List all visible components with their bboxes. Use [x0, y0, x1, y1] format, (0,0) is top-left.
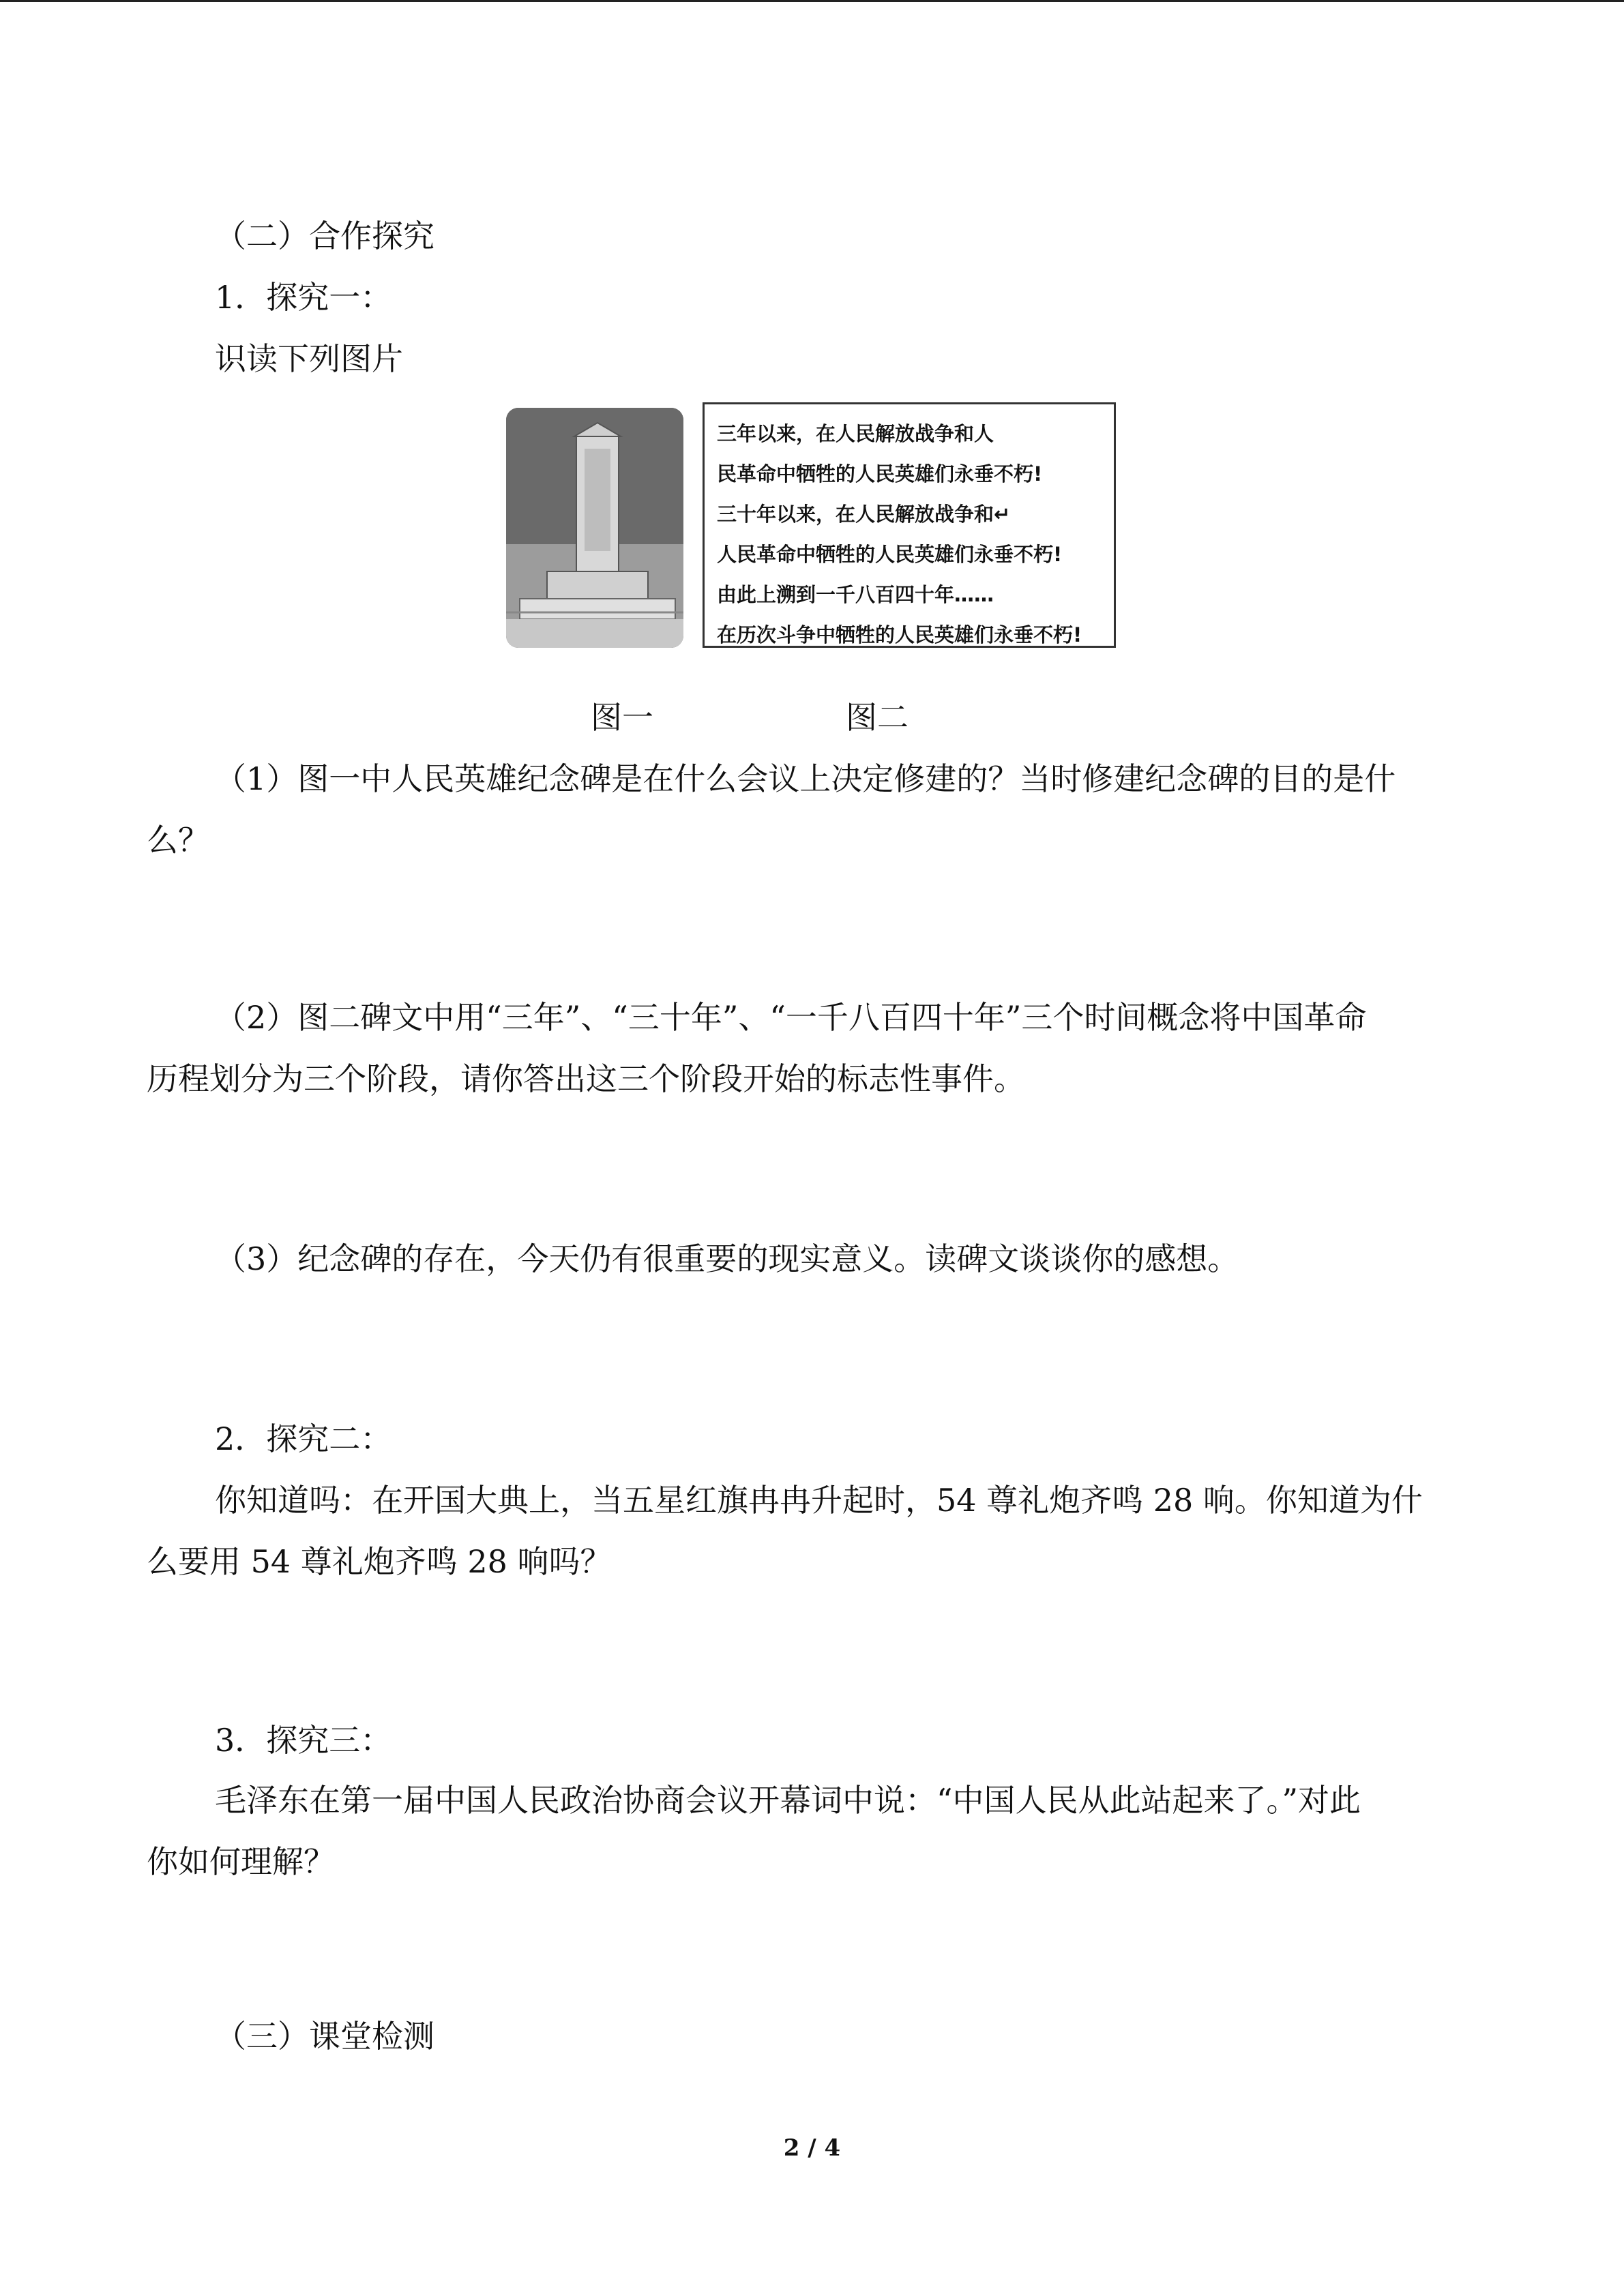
explore-one-prompt: 识读下列图片	[215, 340, 403, 377]
page-number: 2 / 4	[783, 2134, 841, 2162]
explore-three-heading: 3．探究三：	[215, 1722, 392, 1759]
inscription-line: 由此上溯到一千八百四十年……	[717, 583, 994, 606]
question-1-line-1: （1）图一中人民英雄纪念碑是在什么会议上决定修建的？当时修建纪念碑的目的是什	[215, 760, 1396, 797]
inscription-line: 三十年以来，在人民解放战争和↵	[717, 503, 1011, 526]
monument-illustration	[506, 408, 683, 648]
question-3: （3）纪念碑的存在，今天仍有很重要的现实意义。读碑文谈谈你的感想。	[215, 1240, 1239, 1277]
explore-two-line-2: 么要用 54 尊礼炮齐鸣 28 响吗？	[147, 1543, 612, 1580]
inscription-line: 民革命中牺牲的人民英雄们永垂不朽!	[717, 462, 1043, 486]
explore-three-line-2: 你如何理解？	[147, 1843, 335, 1880]
inscription-line: 三年以来，在人民解放战争和人	[717, 422, 994, 445]
section-heading-cooperative-inquiry: （二）合作探究	[215, 218, 434, 254]
inscription-line: 人民革命中牺牲的人民英雄们永垂不朽!	[717, 543, 1063, 566]
question-1-line-2: 么？	[147, 822, 209, 859]
explore-three-line-1: 毛泽东在第一届中国人民政治协商会议开幕词中说：“中国人民从此站起来了。”对此	[215, 1782, 1361, 1819]
figure-two-caption: 图二	[846, 699, 909, 736]
inscription-box	[703, 402, 1116, 648]
question-2-line-2: 历程划分为三个阶段，请你答出这三个阶段开始的标志性事件。	[147, 1060, 1025, 1097]
explore-one-heading: 1．探究一：	[215, 279, 392, 316]
explore-two-line-1: 你知道吗：在开国大典上，当五星红旗冉冉升起时，54 尊礼炮齐鸣 28 响。你知道为什	[215, 1482, 1423, 1519]
monument-photo	[506, 408, 683, 648]
section-heading-classroom-check: （三）课堂检测	[215, 2018, 434, 2055]
inscription-line: 在历次斗争中牺牲的人民英雄们永垂不朽!	[717, 623, 1082, 646]
figure-one-caption: 图一	[591, 699, 653, 736]
explore-two-heading: 2．探究二：	[215, 1420, 392, 1457]
top-border	[0, 0, 1624, 2]
question-2-line-1: （2）图二碑文中用“三年”、“三十年”、“一千八百四十年”三个时间概念将中国革命	[215, 999, 1367, 1036]
